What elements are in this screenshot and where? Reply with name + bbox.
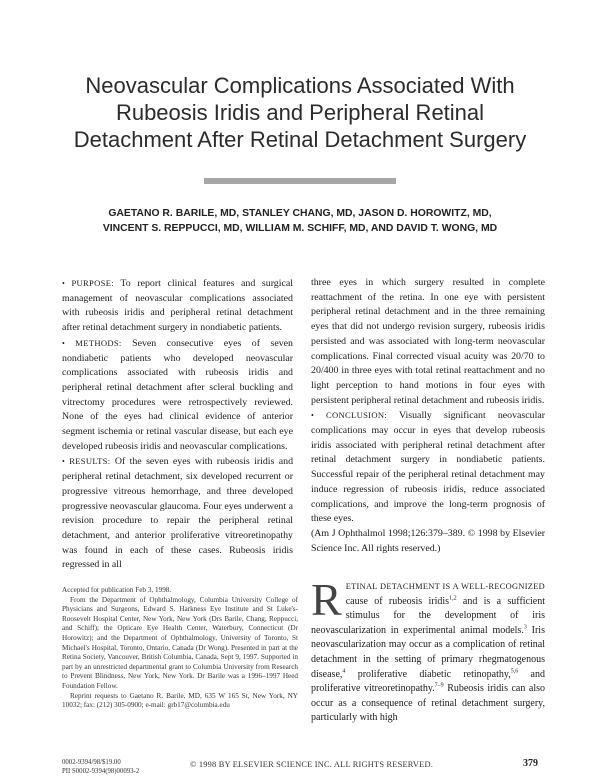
title-line: Detachment After Retinal Detachment Surgery [73,127,527,152]
intro-lead: ETINAL DETACHMENT IS A WELL-RECOGNIZED [345,582,545,591]
conclusion-label: CONCLUSION: [325,410,388,421]
citation: (Am J Ophthalmol 1998;126:379–389. © 1998 by Elsevier Science Inc. All rights reserved.) [311,527,545,554]
results-label: RESULTS: [69,456,111,467]
reference-marker: 5,6 [510,668,519,675]
bullet-icon: • [62,338,65,348]
purpose-label: PURPOSE: [71,278,114,288]
author-line: GAETANO R. BARILE, MD, STANLEY CHANG, MD, JASON D. HOROWITZ, MD, [108,208,492,219]
intro-paragraph [311,574,545,726]
pii-code: PII S0002-9394(98)00093-2 [62,768,140,775]
footer-codes [62,758,139,776]
bullet-icon: • [62,279,65,288]
author-line: VINCENT S. REPPUCCI, MD, WILLIAM M. SCHIFF, MD, AND DAVID T. WONG, MD [102,223,498,234]
title-line: Neovascular Complications Associated With [85,73,515,98]
abstract-purpose [62,276,293,336]
abstract-conclusion [311,408,545,527]
intro-text: Rubeosis iridis can also occur as a consequence of retinal detachment surgery, particularly with high [311,683,545,724]
reference-marker: 7–9 [434,682,444,689]
methods-label: METHODS: [75,337,122,348]
intro-text: Iris neovascularization may occur as a complication of retinal detachment in the setting of primary rhegmatogenous disease, [311,624,545,680]
reference-marker: 1,2 [449,595,457,602]
abstract-results [62,454,293,573]
reprint-note: Reprint requests to Gaetano R. Barile, MD, 635 W 165 St, New York, NY 10032; fax: (212) 305-0900; e-mail: grb17@columbia.edu [62,691,298,710]
abstract-right-column [311,276,545,556]
issn-code: 0002-9394/98/$19.00 [62,759,121,766]
author-list [40,206,560,236]
abstract-left-column [62,276,293,573]
reference-marker: 3 [523,624,527,631]
bullet-icon: • [311,411,314,421]
footer-copyright: © 1998 BY ELSEVIER SCIENCE INC. ALL RIGHTS RESERVED. [190,760,433,769]
article-notes [62,586,298,711]
methods-text: Seven consecutive eyes of seven nondiabetic patients who developed neovascular complications associated with rubeosis iridis and peripheral retinal detachment after scleral buckling and vitrectomy procedures were retrospectively reviewed. None of the eyes had clinical evidence of anterior segment ischemia or retinal vascular disease, but each eye developed rubeosis iridis and neovascular complications. [62,337,293,452]
article-title [30,72,570,153]
results-continued: three eyes in which surgery resulted in complete reattachment of the retina. In one eye with persistent peripheral retinal detachment and in the three remaining eyes that did not undergo revision surgery, rubeosis iridis persisted and was associated with long-term neovascular complications. Final corrected visual acuity was 20/70 to 20/400 in three eyes with total retinal reattachment and no light perception to hand motions in four eyes with persistent peripheral retinal detachment and rubeosis iridis. [311,277,545,406]
page-number: 379 [523,758,538,769]
title-line: Rubeosis Iridis and Peripheral Retinal [115,100,485,125]
reference-marker: 4 [342,668,346,675]
intro-text: cause of rubeosis iridis [345,595,450,607]
intro-text: proliferative diabetic retinopathy, [345,668,511,680]
drop-cap: R [311,574,342,625]
affiliations-note: From the Department of Ophthalmology, Columbia University College of Physicians and Surgeons, Edward S. Harkness Eye Institute and St Luke's-Roosevelt Hospital Center, New York, New York (Drs Barile, Chang, Reppucci, and Schiff); the Opticare Eye Health Center, Waterbury, Connecticut (Dr Horowitz); and the Department of Ophthalmology, University of Toronto, St Michael's Hospital, Toronto, Ontario, Canada (Dr Wong). Presented in part at the Retina Society, Vancouver, British Columbia, Canada, Sept 9, 1997. Supported in part by an unrestricted departmental grant to Columbia University from Research to Prevent Blindness, New York, New York. Dr Barile was a 1996–1997 Heed Foundation Fellow. [62,595,298,690]
conclusion-text: Visually significant neovascular complications may occur in eyes that develop rubeosis iridis associated with peripheral retinal detachment after retinal detachment surgery in nondiabetic patients. Successful repair of the peripheral retinal detachment may induce regression of rubeosis iridis, reduce associated complications, and improve the long-term prognosis of these eyes. [311,410,545,525]
abstract-methods [62,336,293,455]
title-divider [204,178,396,184]
intro-text: and proliferative vitreoretinopathy. [311,668,545,695]
purpose-text: To report clinical features and surgical management of neovascular complications associated with rubeosis iridis and peripheral retinal detachment after retinal detachment surgery in nondiabetic patients. [62,278,293,334]
results-text: Of the seven eyes with rubeosis iridis and peripheral retinal detachment, six developed recurrent or progressive vitreous hemorrhage, and three developed progressive neovascular glaucoma. Four eyes underwent a revision procedure to repair the peripheral retinal detachment, and anterior proliferative vitreoretinopathy was found in each of these cases. Rubeosis iridis regressed in all [62,456,294,571]
intro-text: and is a sufficient stimulus for the development of iris neovascularization in experimental animal models. [311,595,545,636]
accepted-note: Accepted for publication Feb 3, 1998. [62,586,172,594]
bullet-icon: • [62,457,65,467]
